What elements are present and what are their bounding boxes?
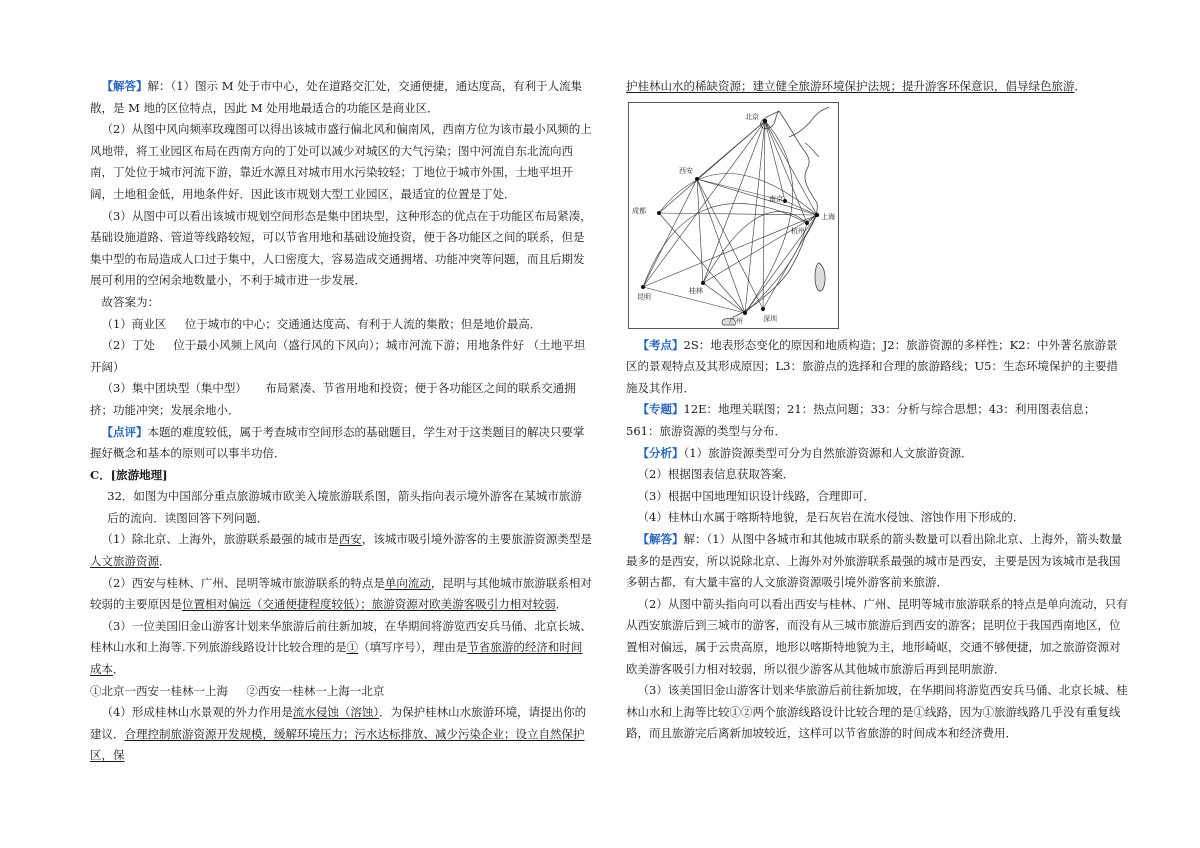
analysis-3: （3）根据中国地理知识设计线路，合理即可． (637, 488, 875, 503)
analysis-2: （2）根据图表信息获取答案． (637, 467, 795, 482)
answer-part1: 【解答】解：（1）图示 M 处于市中心，处在道路交汇处，交通便捷，通达度高，有利于人流集散，是 M 地的区位特点，因此 M 处用地最适合的功能区是商业区． (90, 79, 583, 115)
answer-part2: （2）从图中风向频率玫瑰图可以得出该城市盛行偏北风和偏南风，西南方位为该市最小风频的上风地带，将工业园区布局在西南方向的丁处可以减少对城区的大气污染；图中河流自东北流向西南，丁处位于城市河流下游，靠近水源且对城市用水污染较轻；丁地位于城市外围，土地平坦开阔，土地租金低，用地条件好．因此该市规划大型工业园区，最适宜的位置是丁处． (90, 122, 592, 201)
question-4: （4）形成桂林山水景观的外力作用是流水侵蚀（溶蚀）．为保护桂林山水旅游环境，请提出你的建议．合理控制旅游资源开发规模，缓解环境压力；污水达标排放、减少污染企业；设立自然保护区，保 (90, 705, 587, 763)
analysis-4: （4）桂林山水属于喀斯特地貌，是石灰岩在流水侵蚀、溶蚀作用下形成的． (637, 510, 1025, 525)
question-2: （2）西安与桂林、广州、昆明等城市旅游联系的特点是单向流动，昆明与其他城市旅游联系相对较弱的主要原因是位置相对偏远（交通便捷程度较低）；旅游资源对欧美游客吸引力相对较弱． (90, 575, 592, 612)
route-options (90, 681, 592, 703)
route-option-1: ①北京一西安一桂林一上海 (90, 683, 228, 698)
solution-1: 【解答】解：（1）从图中各城市和其他城市联系的箭头数量可以看出除北京、上海外，箭头数量最多的是西安，所以说除北京、上海外对外旅游联系最强的城市是西安，主要是因为该城市是我国多朝古都，有大量丰富的人文旅游资源吸引境外游客前来旅游． (626, 531, 1123, 590)
map-label: 桂林 (689, 286, 703, 295)
blank-answer: 节省旅游的经济和时间成本 (90, 640, 583, 677)
map-label: 昆明 (637, 292, 651, 301)
blank-answer: 合理控制旅游资源开发规模，缓解环境压力；污水达标排放、减少污染企业；设立自然保护区，保 (90, 726, 585, 763)
section-heading: C．[旅游地理] (90, 467, 168, 482)
final-answer-3: （3）集中团块型（集中型） 布局紧凑、节省用地和投资；便于各功能区之间的联系交通拥挤；功能冲突；发展余地小． (90, 381, 576, 417)
map-label: 西安 (679, 166, 693, 175)
map-label: 广州 (729, 316, 743, 325)
question-3: （3）一位美国旧金山游客计划来华旅游后前往新加坡，在华期间将游览西安兵马俑、北京长城、桂林山水和上海等.下列旅游线路设计比较合理的是①（填写序号），理由是节省旅游的经济和时间成本． (90, 618, 592, 677)
map-label: 北京 (745, 112, 759, 121)
blank-answer: 人文旅游资源 (90, 554, 159, 569)
final-answer-1: （1）商业区 位于城市的中心；交通通达度高、有利于人流的集散；但是地价最高． (101, 316, 542, 331)
knowledge-points: 【考点】2S：地表形态变化的原因和地质构造；J2：旅游资源的多样性；K2：中外著名旅游景区的景观特点及其形成原因；L3：旅游点的选择和合理的旅游路线；U5：生态环境保护的主要措施及其作用． (626, 337, 1118, 395)
comment-tag: 【点评】 (101, 424, 148, 439)
comment: 【点评】本题的难度较低，属于考查城市空间形态的基础题目，学生对于这类题目的解决只要掌握好概念和基本的原则可以事半功倍． (90, 424, 585, 461)
solution-2: （2）从图中箭头指向可以看出西安与桂林、广州、昆明等城市旅游联系的特点是单向流动，只有从西安旅游后到三城市的游客，而没有从三城市旅游后到西安的游客；昆明位于我国西南地区，位置相对偏远，属于云贵高原，地形以喀斯特地貌为主，地形崎岖，交通不够便捷，加之旅游资源对欧美游客吸引力相对较弱，所以很少游客从其他城市旅游后再到昆明旅游． (626, 596, 1128, 676)
analysis-1: 【分析】（1）旅游资源类型可分为自然旅游资源和人文旅游资源． (637, 445, 973, 460)
solution-3: （3）该美国旧金山游客计划来华旅游后前往新加坡，在华期间将游览西安兵马俑、北京长城、桂林山水和上海等比较①②两个旅游线路设计比较合理的是①线路，因为①旅游线路几乎没有重复线路，而且旅游完后离新加坡较近，这样可以节省旅游的时间成本和经济费用． (626, 683, 1128, 741)
zhuanti-tag: 【专题】 (637, 402, 684, 417)
fenxi-tag: 【分析】 (637, 445, 684, 460)
blank-answer: 单向流动 (384, 575, 431, 590)
blank-answer: 西安 (338, 532, 362, 547)
answer-intro: 故答案为： (101, 294, 159, 309)
question-1: （1）除北京、上海外，旅游联系最强的城市是西安，该城市吸引境外游客的主要旅游资源类型是人文旅游资源． (90, 532, 592, 569)
map-label: 杭州 (791, 226, 805, 235)
left-column (90, 76, 592, 767)
blank-answer: 位置相对偏远（交通便捷程度较低）；旅游资源对欧美游客吸引力相对较弱 (182, 597, 556, 612)
map-label: 深圳 (763, 314, 777, 323)
map-label: 成都 (632, 206, 646, 215)
question-number: 32． (107, 489, 134, 504)
right-column (626, 76, 1128, 745)
jieda-tag: 【解答】 (637, 531, 684, 546)
answer-tag: 【解答】 (101, 79, 148, 93)
kaodian-tag: 【考点】 (637, 337, 684, 352)
blank-answer: ① (346, 640, 359, 655)
map-label: 上海 (821, 212, 835, 221)
route-option-2: ②西安一桂林一上海一北京 (246, 683, 385, 698)
map-label: 南京 (769, 194, 783, 203)
answer-continuation: 护桂林山水的稀缺资源；建立健全旅游环境保护法规；提升游客环保意识，倡导绿色旅游． (626, 79, 1086, 93)
blank-answer: 流水侵蚀（溶蚀） (292, 705, 380, 720)
final-answer-2: （2）丁处 位于最小风频上风向（盛行风的下风向）；城市河流下游；用地条件好 （土地平坦开阔） (90, 338, 586, 374)
tourism-map (628, 102, 839, 329)
answer-part3: （3）从图中可以看出该城市规划空间形态是集中团块型，这种形态的优点在于功能区布局紧凑，基础设施道路、管道等线路较短，可以节省用地和基础设施投资，便于各功能区之间的联系，但是集中型的布局造成人口过于集中，人口密度大，容易造成交通拥堵、功能冲突等问题，而且后期发展可利用的空闲余地数量小，不利于城市进一步发展． (90, 208, 592, 288)
topic: 【专题】12E：地理关联图；21：热点问题；33：分析与综合思想；43：利用图表信息；561：旅游资源的类型与分布． (626, 402, 1096, 438)
question-stem: 32．如图为中国部分重点旅游城市欧美入境旅游联系图，箭头指向表示境外游客在某城市旅游后的流向．读图回答下列问题． (107, 489, 582, 525)
